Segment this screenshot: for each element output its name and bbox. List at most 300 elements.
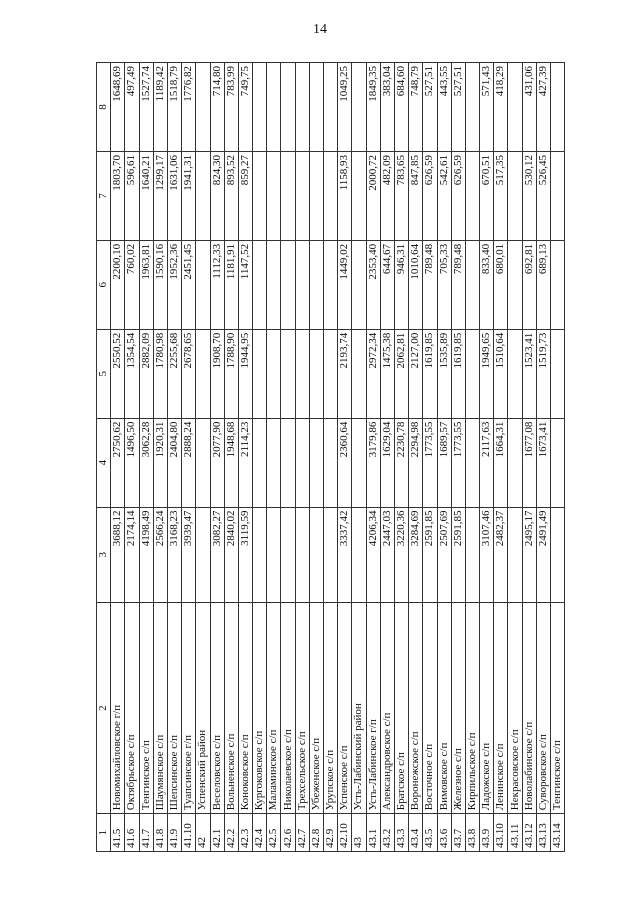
- value-cell: 789,48: [423, 240, 437, 329]
- row-code-cell: 41.9: [167, 814, 181, 852]
- value-cell: 1773,55: [423, 418, 437, 507]
- value-cell: 1619,85: [423, 329, 437, 418]
- row-name-cell: Воронежское с/п: [409, 603, 423, 814]
- table-row: [153, 63, 167, 852]
- value-cell: 427,39: [536, 63, 550, 152]
- value-cell: 1181,91: [224, 240, 238, 329]
- value-cell: 3062,28: [139, 418, 153, 507]
- value-cell: 3107,46: [480, 507, 494, 603]
- value-cell: [551, 507, 565, 603]
- row-name-cell: Усть-Лабинское г/п: [366, 603, 380, 814]
- row-code-cell: 42.1: [210, 814, 224, 852]
- value-cell: 443,55: [437, 63, 451, 152]
- value-cell: 527,51: [423, 63, 437, 152]
- value-cell: 1952,36: [167, 240, 181, 329]
- table-row: [324, 63, 338, 852]
- table-row: [352, 63, 366, 852]
- value-cell: [309, 329, 323, 418]
- table-row: [536, 63, 550, 852]
- value-cell: 4198,49: [139, 507, 153, 603]
- value-cell: 1158,93: [338, 151, 352, 240]
- value-cell: 2193,74: [338, 329, 352, 418]
- value-cell: 680,01: [494, 240, 508, 329]
- row-code-cell: 41.10: [182, 814, 196, 852]
- value-cell: 1523,41: [522, 329, 536, 418]
- value-cell: [352, 329, 366, 418]
- row-name-cell: Вольненское с/п: [224, 603, 238, 814]
- value-cell: 783,65: [394, 151, 408, 240]
- value-cell: [281, 329, 295, 418]
- value-cell: [196, 151, 210, 240]
- table-row: [111, 63, 125, 852]
- value-cell: 1590,16: [153, 240, 167, 329]
- value-cell: 2117,63: [480, 418, 494, 507]
- row-name-cell: Маламинское с/п: [267, 603, 281, 814]
- value-cell: [324, 63, 338, 152]
- value-cell: 2566,24: [153, 507, 167, 603]
- value-cell: 1354,54: [125, 329, 139, 418]
- value-cell: 859,27: [238, 151, 252, 240]
- value-cell: [551, 329, 565, 418]
- table-row: [465, 63, 479, 852]
- value-cell: 748,79: [409, 63, 423, 152]
- row-code-cell: 43.1: [366, 814, 380, 852]
- value-cell: [465, 63, 479, 152]
- row-name-cell: Братское с/п: [394, 603, 408, 814]
- row-name-cell: Убеженское с/п: [309, 603, 323, 814]
- table-row: [125, 63, 139, 852]
- rotated-table-container: [96, 62, 564, 852]
- value-cell: 1780,98: [153, 329, 167, 418]
- value-cell: 2840,02: [224, 507, 238, 603]
- row-code-cell: 43.12: [522, 814, 536, 852]
- value-cell: [551, 418, 565, 507]
- value-cell: 692,81: [522, 240, 536, 329]
- value-cell: 1527,74: [139, 63, 153, 152]
- header-cell: 5: [97, 329, 111, 418]
- value-cell: 1010,64: [409, 240, 423, 329]
- value-cell: 3168,23: [167, 507, 181, 603]
- value-cell: 2750,62: [111, 418, 125, 507]
- value-cell: 1673,41: [536, 418, 550, 507]
- row-name-cell: Восточное с/п: [423, 603, 437, 814]
- value-cell: 1803,70: [111, 151, 125, 240]
- value-cell: [295, 240, 309, 329]
- value-cell: [309, 418, 323, 507]
- value-cell: 1640,21: [139, 151, 153, 240]
- value-cell: 383,04: [380, 63, 394, 152]
- row-code-cell: 42: [196, 814, 210, 852]
- value-cell: 1049,25: [338, 63, 352, 152]
- value-cell: 2888,24: [182, 418, 196, 507]
- value-cell: [352, 418, 366, 507]
- value-cell: 2591,85: [451, 507, 465, 603]
- value-cell: 2174,14: [125, 507, 139, 603]
- header-cell: 3: [97, 507, 111, 603]
- value-cell: 3688,12: [111, 507, 125, 603]
- value-cell: 1689,57: [437, 418, 451, 507]
- value-cell: 824,30: [210, 151, 224, 240]
- value-cell: 2077,90: [210, 418, 224, 507]
- header-cell: 4: [97, 418, 111, 507]
- value-cell: 2495,17: [522, 507, 536, 603]
- table-row: [522, 63, 536, 852]
- row-code-cell: 42.3: [238, 814, 252, 852]
- value-cell: [267, 63, 281, 152]
- value-cell: [352, 507, 366, 603]
- table-row: [238, 63, 252, 852]
- value-cell: [324, 151, 338, 240]
- row-name-cell: Ленинское с/п: [494, 603, 508, 814]
- value-cell: [281, 151, 295, 240]
- header-cell: 1: [97, 814, 111, 852]
- rotated-table-area: [96, 62, 564, 852]
- value-cell: 705,33: [437, 240, 451, 329]
- table-row: [267, 63, 281, 852]
- value-cell: 946,31: [394, 240, 408, 329]
- row-code-cell: 43.6: [437, 814, 451, 852]
- value-cell: 1510,64: [494, 329, 508, 418]
- table-row: [451, 63, 465, 852]
- value-cell: 2353,40: [366, 240, 380, 329]
- table-row: [167, 63, 181, 852]
- row-name-cell: Веселовское с/п: [210, 603, 224, 814]
- value-cell: 1189,42: [153, 63, 167, 152]
- value-cell: 626,59: [423, 151, 437, 240]
- value-cell: [295, 418, 309, 507]
- value-cell: 783,99: [224, 63, 238, 152]
- table-row: [224, 63, 238, 852]
- value-cell: 2447,03: [380, 507, 394, 603]
- value-cell: [324, 240, 338, 329]
- value-cell: [551, 151, 565, 240]
- table-row: [551, 63, 565, 852]
- value-cell: 2294,98: [409, 418, 423, 507]
- value-cell: 3082,27: [210, 507, 224, 603]
- value-cell: [465, 329, 479, 418]
- row-code-cell: 42.2: [224, 814, 238, 852]
- value-cell: 1449,02: [338, 240, 352, 329]
- value-cell: 2550,52: [111, 329, 125, 418]
- value-cell: [309, 151, 323, 240]
- value-cell: [295, 63, 309, 152]
- row-code-cell: 42.7: [295, 814, 309, 852]
- header-cell: 6: [97, 240, 111, 329]
- page-number: 14: [313, 22, 327, 37]
- row-name-cell: Урупское с/п: [324, 603, 338, 814]
- value-cell: 1112,33: [210, 240, 224, 329]
- value-cell: [281, 507, 295, 603]
- row-name-cell: Кирпильское с/п: [465, 603, 479, 814]
- value-cell: [352, 151, 366, 240]
- value-cell: 1631,06: [167, 151, 181, 240]
- value-cell: [267, 151, 281, 240]
- value-cell: [508, 63, 522, 152]
- value-cell: 760,02: [125, 240, 139, 329]
- value-cell: 530,12: [522, 151, 536, 240]
- value-cell: 2230,78: [394, 418, 408, 507]
- value-cell: 1788,90: [224, 329, 238, 418]
- row-name-cell: Железное с/п: [451, 603, 465, 814]
- value-cell: 542,61: [437, 151, 451, 240]
- table-row: [182, 63, 196, 852]
- row-code-cell: 42.4: [253, 814, 267, 852]
- row-code-cell: 43.4: [409, 814, 423, 852]
- value-cell: 1941,31: [182, 151, 196, 240]
- value-cell: 2255,68: [167, 329, 181, 418]
- row-code-cell: 43: [352, 814, 366, 852]
- value-cell: 626,59: [451, 151, 465, 240]
- value-cell: 1908,70: [210, 329, 224, 418]
- table-row: [394, 63, 408, 852]
- row-code-cell: 42.5: [267, 814, 281, 852]
- value-cell: [267, 507, 281, 603]
- value-cell: 1519,73: [536, 329, 550, 418]
- value-cell: 431,06: [522, 63, 536, 152]
- value-cell: 526,45: [536, 151, 550, 240]
- table-row: [494, 63, 508, 852]
- value-cell: 3337,42: [338, 507, 352, 603]
- row-name-cell: Успенский район: [196, 603, 210, 814]
- value-cell: 1677,08: [522, 418, 536, 507]
- value-cell: [267, 240, 281, 329]
- value-cell: 3220,36: [394, 507, 408, 603]
- value-cell: 3939,47: [182, 507, 196, 603]
- value-cell: [281, 418, 295, 507]
- value-cell: [508, 418, 522, 507]
- table-row: [380, 63, 394, 852]
- table-body: [97, 63, 565, 852]
- row-code-cell: 43.9: [480, 814, 494, 852]
- row-code-cell: 43.2: [380, 814, 394, 852]
- value-cell: 2404,80: [167, 418, 181, 507]
- value-cell: 2507,69: [437, 507, 451, 603]
- row-code-cell: 41.5: [111, 814, 125, 852]
- value-cell: 1496,50: [125, 418, 139, 507]
- value-cell: [253, 63, 267, 152]
- value-cell: [309, 507, 323, 603]
- value-cell: 1963,81: [139, 240, 153, 329]
- row-name-cell: Вимовское с/п: [437, 603, 451, 814]
- row-code-cell: 43.14: [551, 814, 565, 852]
- value-cell: [465, 418, 479, 507]
- row-code-cell: 43.7: [451, 814, 465, 852]
- value-cell: 714,80: [210, 63, 224, 152]
- value-cell: [196, 63, 210, 152]
- value-cell: [196, 329, 210, 418]
- value-cell: 1849,35: [366, 63, 380, 152]
- value-cell: 2882,09: [139, 329, 153, 418]
- value-cell: 3284,69: [409, 507, 423, 603]
- table-row: [196, 63, 210, 852]
- value-cell: 2591,85: [423, 507, 437, 603]
- table-row: [437, 63, 451, 852]
- value-cell: [324, 507, 338, 603]
- value-cell: [508, 240, 522, 329]
- row-name-cell: Ладожское с/п: [480, 603, 494, 814]
- value-cell: [196, 507, 210, 603]
- row-name-cell: Александровское с/п: [380, 603, 394, 814]
- value-cell: [508, 151, 522, 240]
- table-row: [338, 63, 352, 852]
- value-cell: 2200,10: [111, 240, 125, 329]
- table-row: [139, 63, 153, 852]
- value-cell: [309, 240, 323, 329]
- row-name-cell: Новомихайловское г/п: [111, 603, 125, 814]
- row-name-cell: Николаевское с/п: [281, 603, 295, 814]
- value-cell: 1949,65: [480, 329, 494, 418]
- row-name-cell: Тенгинское с/п: [551, 603, 565, 814]
- value-cell: 2127,00: [409, 329, 423, 418]
- value-cell: 1518,79: [167, 63, 181, 152]
- value-cell: 497,49: [125, 63, 139, 152]
- row-name-cell: Тенгинское с/п: [139, 603, 153, 814]
- value-cell: [508, 329, 522, 418]
- header-row: [97, 63, 111, 852]
- value-cell: [465, 507, 479, 603]
- value-cell: [253, 329, 267, 418]
- value-cell: [267, 329, 281, 418]
- value-cell: 749,75: [238, 63, 252, 152]
- value-cell: 2451,45: [182, 240, 196, 329]
- value-cell: 3179,86: [366, 418, 380, 507]
- value-cell: 833,40: [480, 240, 494, 329]
- value-cell: 1299,17: [153, 151, 167, 240]
- value-cell: 1648,69: [111, 63, 125, 152]
- value-cell: [324, 418, 338, 507]
- value-cell: 1475,38: [380, 329, 394, 418]
- value-cell: [281, 240, 295, 329]
- value-cell: 2062,81: [394, 329, 408, 418]
- row-code-cell: 43.11: [508, 814, 522, 852]
- value-cell: 2482,37: [494, 507, 508, 603]
- value-cell: [352, 240, 366, 329]
- row-code-cell: 43.13: [536, 814, 550, 852]
- value-cell: 1629,04: [380, 418, 394, 507]
- value-cell: 1147,52: [238, 240, 252, 329]
- row-code-cell: 41.6: [125, 814, 139, 852]
- value-cell: [196, 418, 210, 507]
- value-cell: [551, 240, 565, 329]
- value-cell: [253, 240, 267, 329]
- row-code-cell: 42.9: [324, 814, 338, 852]
- value-cell: 2972,34: [366, 329, 380, 418]
- value-cell: 847,85: [409, 151, 423, 240]
- row-code-cell: 43.3: [394, 814, 408, 852]
- table-row: [309, 63, 323, 852]
- value-cell: [465, 240, 479, 329]
- table-row: [295, 63, 309, 852]
- value-cell: 517,35: [494, 151, 508, 240]
- row-name-cell: Октябрьское с/п: [125, 603, 139, 814]
- row-code-cell: 43.8: [465, 814, 479, 852]
- value-cell: 2360,64: [338, 418, 352, 507]
- row-code-cell: 42.6: [281, 814, 295, 852]
- value-cell: 1948,68: [224, 418, 238, 507]
- header-cell: 7: [97, 151, 111, 240]
- value-cell: 1773,55: [451, 418, 465, 507]
- value-cell: 1535,89: [437, 329, 451, 418]
- value-cell: [281, 63, 295, 152]
- value-cell: 571,43: [480, 63, 494, 152]
- value-cell: 527,51: [451, 63, 465, 152]
- value-cell: 596,61: [125, 151, 139, 240]
- table-row: [480, 63, 494, 852]
- row-name-cell: Суворовское с/п: [536, 603, 550, 814]
- value-cell: 2114,23: [238, 418, 252, 507]
- row-name-cell: Усть-Лабинский район: [352, 603, 366, 814]
- value-cell: 689,13: [536, 240, 550, 329]
- table-row: [210, 63, 224, 852]
- row-name-cell: Трехсельское с/п: [295, 603, 309, 814]
- row-name-cell: Успенское с/п: [338, 603, 352, 814]
- value-cell: [309, 63, 323, 152]
- value-cell: 1664,31: [494, 418, 508, 507]
- value-cell: 2678,65: [182, 329, 196, 418]
- row-name-cell: Новолабинское с/п: [522, 603, 536, 814]
- value-cell: 670,51: [480, 151, 494, 240]
- row-code-cell: 43.10: [494, 814, 508, 852]
- row-name-cell: Коноковское с/п: [238, 603, 252, 814]
- header-cell: 8: [97, 63, 111, 152]
- tariff-table: [96, 62, 565, 852]
- row-code-cell: 41.7: [139, 814, 153, 852]
- value-cell: [253, 151, 267, 240]
- value-cell: 644,67: [380, 240, 394, 329]
- value-cell: [295, 329, 309, 418]
- row-name-cell: Туапсинское г/п: [182, 603, 196, 814]
- value-cell: 482,09: [380, 151, 394, 240]
- value-cell: 2491,49: [536, 507, 550, 603]
- row-name-cell: Шаумянское с/п: [153, 603, 167, 814]
- value-cell: 1619,85: [451, 329, 465, 418]
- value-cell: 1920,31: [153, 418, 167, 507]
- value-cell: [267, 418, 281, 507]
- table-row: [409, 63, 423, 852]
- value-cell: 789,48: [451, 240, 465, 329]
- value-cell: 4206,34: [366, 507, 380, 603]
- row-code-cell: 42.8: [309, 814, 323, 852]
- value-cell: [253, 418, 267, 507]
- row-name-cell: Кургоковское с/п: [253, 603, 267, 814]
- value-cell: 893,52: [224, 151, 238, 240]
- row-name-cell: Шепсинское с/п: [167, 603, 181, 814]
- value-cell: [352, 63, 366, 152]
- value-cell: 1944,95: [238, 329, 252, 418]
- value-cell: [508, 507, 522, 603]
- value-cell: 3119,59: [238, 507, 252, 603]
- header-cell: 2: [97, 603, 111, 814]
- value-cell: 418,29: [494, 63, 508, 152]
- value-cell: 2000,72: [366, 151, 380, 240]
- value-cell: 684,60: [394, 63, 408, 152]
- table-row: [281, 63, 295, 852]
- value-cell: [253, 507, 267, 603]
- row-name-cell: Некрасовское с/п: [508, 603, 522, 814]
- value-cell: [295, 151, 309, 240]
- table-row: [423, 63, 437, 852]
- value-cell: [465, 151, 479, 240]
- table-row: [366, 63, 380, 852]
- table-row: [508, 63, 522, 852]
- row-code-cell: 43.5: [423, 814, 437, 852]
- value-cell: 1776,82: [182, 63, 196, 152]
- row-code-cell: 41.8: [153, 814, 167, 852]
- value-cell: [551, 63, 565, 152]
- value-cell: [196, 240, 210, 329]
- value-cell: [324, 329, 338, 418]
- table-row: [253, 63, 267, 852]
